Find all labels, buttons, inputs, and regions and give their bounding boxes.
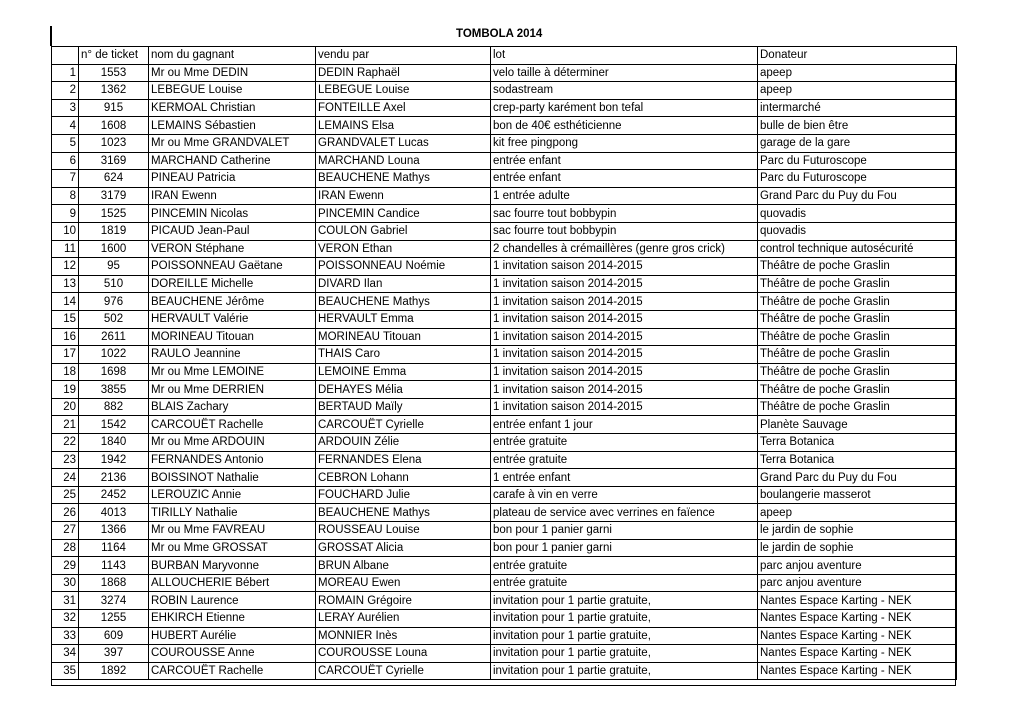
prize: kit free pingpong xyxy=(491,134,758,152)
seller-name: LEMAINS Elsa xyxy=(316,117,491,135)
row-index: 30 xyxy=(52,574,79,592)
table-row xyxy=(52,310,957,328)
table-row xyxy=(52,416,957,434)
prize: bon pour 1 panier garni xyxy=(491,522,758,540)
seller-name: THAIS Caro xyxy=(316,346,491,364)
row-index: 13 xyxy=(52,275,79,293)
prize: entrée gratuite xyxy=(491,451,758,469)
seller-name: GROSSAT Alicia xyxy=(316,539,491,557)
prize: sodastream xyxy=(491,82,758,100)
donor: Planète Sauvage xyxy=(758,416,957,434)
donor: Nantes Espace Karting - NEK xyxy=(758,610,957,628)
winner-name: CARCOUËT Rachelle xyxy=(149,662,316,680)
ticket-number: 1868 xyxy=(79,574,149,592)
prize: 1 invitation saison 2014-2015 xyxy=(491,398,758,416)
ticket-number: 2136 xyxy=(79,469,149,487)
donor: le jardin de sophie xyxy=(758,539,957,557)
ticket-number: 502 xyxy=(79,310,149,328)
donor: Grand Parc du Puy du Fou xyxy=(758,469,957,487)
row-index: 31 xyxy=(52,592,79,610)
winner-name: Mr ou Mme GROSSAT xyxy=(149,539,316,557)
seller-name: BRUN Albane xyxy=(316,557,491,575)
row-index: 6 xyxy=(52,152,79,170)
donor: Grand Parc du Puy du Fou xyxy=(758,187,957,205)
winner-name: HERVAULT Valérie xyxy=(149,310,316,328)
table-row xyxy=(52,557,957,575)
ticket-number: 915 xyxy=(79,99,149,117)
ticket-number: 1608 xyxy=(79,117,149,135)
ticket-number: 1164 xyxy=(79,539,149,557)
seller-name: PINCEMIN Candice xyxy=(316,205,491,223)
row-index: 28 xyxy=(52,539,79,557)
winner-name: HUBERT Aurélie xyxy=(149,627,316,645)
seller-name: COULON Gabriel xyxy=(316,222,491,240)
prize: bon pour 1 panier garni xyxy=(491,539,758,557)
ticket-number: 1362 xyxy=(79,82,149,100)
winner-name: RAULO Jeannine xyxy=(149,346,316,364)
ticket-number: 2452 xyxy=(79,486,149,504)
table-row xyxy=(52,381,957,399)
ticket-number: 1819 xyxy=(79,222,149,240)
seller-name: ARDOUIN Zélie xyxy=(316,434,491,452)
page-title: TOMBOLA 2014 xyxy=(456,28,543,40)
row-index: 2 xyxy=(52,82,79,100)
prize: 1 invitation saison 2014-2015 xyxy=(491,381,758,399)
winner-name: DOREILLE Michelle xyxy=(149,275,316,293)
donor: Théâtre de poche Graslin xyxy=(758,328,957,346)
row-index: 11 xyxy=(52,240,79,258)
table-row xyxy=(52,205,957,223)
table-row xyxy=(52,363,957,381)
row-index: 26 xyxy=(52,504,79,522)
ticket-number: 624 xyxy=(79,170,149,188)
prize: bon de 40€ esthéticienne xyxy=(491,117,758,135)
header-prize: lot xyxy=(491,47,758,65)
donor: parc anjou aventure xyxy=(758,557,957,575)
winner-name: KERMOAL Christian xyxy=(149,99,316,117)
seller-name: FONTEILLE Axel xyxy=(316,99,491,117)
prize: invitation pour 1 partie gratuite, xyxy=(491,645,758,663)
table-row xyxy=(52,592,957,610)
prize: entrée enfant xyxy=(491,152,758,170)
header-ticket: n° de ticket xyxy=(79,47,149,65)
seller-name: LERAY Aurélien xyxy=(316,610,491,628)
winner-name: Mr ou Mme GRANDVALET xyxy=(149,134,316,152)
table-row xyxy=(52,627,957,645)
table-row xyxy=(52,152,957,170)
table-row xyxy=(52,451,957,469)
donor: Théâtre de poche Graslin xyxy=(758,346,957,364)
winner-name: Mr ou Mme FAVREAU xyxy=(149,522,316,540)
seller-name: LEMOINE Emma xyxy=(316,363,491,381)
ticket-number: 882 xyxy=(79,398,149,416)
seller-name: VERON Ethan xyxy=(316,240,491,258)
row-index: 34 xyxy=(52,645,79,663)
row-index: 19 xyxy=(52,381,79,399)
winner-name: VERON Stéphane xyxy=(149,240,316,258)
seller-name: GRANDVALET Lucas xyxy=(316,134,491,152)
prize: entrée enfant xyxy=(491,170,758,188)
winner-name: IRAN Ewenn xyxy=(149,187,316,205)
seller-name: MORINEAU Titouan xyxy=(316,328,491,346)
prize: 1 invitation saison 2014-2015 xyxy=(491,363,758,381)
results-table xyxy=(51,46,957,680)
seller-name: MOREAU Ewen xyxy=(316,574,491,592)
ticket-number: 1542 xyxy=(79,416,149,434)
ticket-number: 1553 xyxy=(79,64,149,82)
table-row xyxy=(52,645,957,663)
ticket-number: 3179 xyxy=(79,187,149,205)
donor: Théâtre de poche Graslin xyxy=(758,381,957,399)
donor: le jardin de sophie xyxy=(758,522,957,540)
prize: velo taille à déterminer xyxy=(491,64,758,82)
donor: Parc du Futuroscope xyxy=(758,152,957,170)
table-row xyxy=(52,398,957,416)
prize: 1 invitation saison 2014-2015 xyxy=(491,258,758,276)
winner-name: LEBEGUE Louise xyxy=(149,82,316,100)
table-row xyxy=(52,486,957,504)
donor: control technique autosécurité xyxy=(758,240,957,258)
winner-name: BLAIS Zachary xyxy=(149,398,316,416)
row-index: 12 xyxy=(52,258,79,276)
ticket-number: 1840 xyxy=(79,434,149,452)
winner-name: MORINEAU Titouan xyxy=(149,328,316,346)
table-row xyxy=(52,328,957,346)
seller-name: MONNIER Inès xyxy=(316,627,491,645)
prize: 1 entrée adulte xyxy=(491,187,758,205)
header-donor: Donateur xyxy=(758,47,957,65)
row-index: 27 xyxy=(52,522,79,540)
seller-name: COUROUSSE Louna xyxy=(316,645,491,663)
header-row xyxy=(52,47,957,65)
table-row xyxy=(52,187,957,205)
table-row xyxy=(52,469,957,487)
row-index: 22 xyxy=(52,434,79,452)
seller-name: MARCHAND Louna xyxy=(316,152,491,170)
seller-name: DEHAYES Mélia xyxy=(316,381,491,399)
ticket-number: 976 xyxy=(79,293,149,311)
table-row xyxy=(52,117,957,135)
row-index: 14 xyxy=(52,293,79,311)
seller-name: DEDIN Raphaël xyxy=(316,64,491,82)
donor: bulle de bien être xyxy=(758,117,957,135)
seller-name: CARCOUËT Cyrielle xyxy=(316,662,491,680)
ticket-number: 1600 xyxy=(79,240,149,258)
winner-name: ROBIN Laurence xyxy=(149,592,316,610)
row-index: 23 xyxy=(52,451,79,469)
winner-name: PINEAU Patricia xyxy=(149,170,316,188)
winner-name: Mr ou Mme LEMOINE xyxy=(149,363,316,381)
seller-name: BEAUCHENE Mathys xyxy=(316,293,491,311)
table-row xyxy=(52,662,957,680)
header-index xyxy=(52,47,79,65)
prize: entrée gratuite xyxy=(491,574,758,592)
row-index: 24 xyxy=(52,469,79,487)
donor: Parc du Futuroscope xyxy=(758,170,957,188)
seller-name: ROUSSEAU Louise xyxy=(316,522,491,540)
seller-name: BEAUCHENE Mathys xyxy=(316,170,491,188)
table-row xyxy=(52,522,957,540)
winner-name: CARCOUËT Rachelle xyxy=(149,416,316,434)
seller-name: FOUCHARD Julie xyxy=(316,486,491,504)
winner-name: COUROUSSE Anne xyxy=(149,645,316,663)
row-index: 16 xyxy=(52,328,79,346)
donor: Théâtre de poche Graslin xyxy=(758,275,957,293)
donor: Nantes Espace Karting - NEK xyxy=(758,662,957,680)
table-row xyxy=(52,222,957,240)
table-row xyxy=(52,539,957,557)
prize: 1 invitation saison 2014-2015 xyxy=(491,275,758,293)
table-row xyxy=(52,275,957,293)
seller-name: DIVARD Ilan xyxy=(316,275,491,293)
row-index: 17 xyxy=(52,346,79,364)
prize: invitation pour 1 partie gratuite, xyxy=(491,592,758,610)
donor: apeep xyxy=(758,82,957,100)
donor: Terra Botanica xyxy=(758,434,957,452)
winner-name: PICAUD Jean-Paul xyxy=(149,222,316,240)
header-seller: vendu par xyxy=(316,47,491,65)
text-cursor xyxy=(50,26,52,46)
donor: boulangerie masserot xyxy=(758,486,957,504)
donor: Terra Botanica xyxy=(758,451,957,469)
row-index: 35 xyxy=(52,662,79,680)
donor: Nantes Espace Karting - NEK xyxy=(758,592,957,610)
ticket-number: 3274 xyxy=(79,592,149,610)
table-row xyxy=(52,64,957,82)
ticket-number: 1525 xyxy=(79,205,149,223)
winner-name: Mr ou Mme DERRIEN xyxy=(149,381,316,399)
ticket-number: 2611 xyxy=(79,328,149,346)
prize: 1 entrée enfant xyxy=(491,469,758,487)
row-index: 18 xyxy=(52,363,79,381)
row-index: 4 xyxy=(52,117,79,135)
donor: Théâtre de poche Graslin xyxy=(758,310,957,328)
table-row xyxy=(52,99,957,117)
prize: entrée gratuite xyxy=(491,434,758,452)
header-winner: nom du gagnant xyxy=(149,47,316,65)
winner-name: EHKIRCH Etienne xyxy=(149,610,316,628)
prize: carafe à vin en verre xyxy=(491,486,758,504)
seller-name: LEBEGUE Louise xyxy=(316,82,491,100)
prize: entrée enfant 1 jour xyxy=(491,416,758,434)
prize: 1 invitation saison 2014-2015 xyxy=(491,328,758,346)
ticket-number: 510 xyxy=(79,275,149,293)
table-row xyxy=(52,134,957,152)
winner-name: BOISSINOT Nathalie xyxy=(149,469,316,487)
seller-name: IRAN Ewenn xyxy=(316,187,491,205)
ticket-number: 1942 xyxy=(79,451,149,469)
donor: garage de la gare xyxy=(758,134,957,152)
row-index: 29 xyxy=(52,557,79,575)
winner-name: BURBAN Maryvonne xyxy=(149,557,316,575)
prize: 1 invitation saison 2014-2015 xyxy=(491,310,758,328)
ticket-number: 1366 xyxy=(79,522,149,540)
donor: Théâtre de poche Graslin xyxy=(758,398,957,416)
prize: entrée gratuite xyxy=(491,557,758,575)
row-index: 1 xyxy=(52,64,79,82)
ticket-number: 95 xyxy=(79,258,149,276)
table-row xyxy=(52,434,957,452)
ticket-number: 3855 xyxy=(79,381,149,399)
winner-name: BEAUCHENE Jérôme xyxy=(149,293,316,311)
table-row xyxy=(52,504,957,522)
winner-name: LEROUZIC Annie xyxy=(149,486,316,504)
row-index: 25 xyxy=(52,486,79,504)
prize: plateau de service avec verrines en faïence xyxy=(491,504,758,522)
ticket-number: 1892 xyxy=(79,662,149,680)
donor: Théâtre de poche Graslin xyxy=(758,363,957,381)
donor: Théâtre de poche Graslin xyxy=(758,258,957,276)
table-row xyxy=(52,240,957,258)
seller-name: BERTAUD Maïly xyxy=(316,398,491,416)
seller-name: CEBRON Lohann xyxy=(316,469,491,487)
row-index: 20 xyxy=(52,398,79,416)
prize: 1 invitation saison 2014-2015 xyxy=(491,293,758,311)
seller-name: BEAUCHENE Mathys xyxy=(316,504,491,522)
seller-name: FERNANDES Elena xyxy=(316,451,491,469)
winner-name: LEMAINS Sébastien xyxy=(149,117,316,135)
row-index: 33 xyxy=(52,627,79,645)
table-row xyxy=(52,293,957,311)
winner-name: TIRILLY Nathalie xyxy=(149,504,316,522)
donor: parc anjou aventure xyxy=(758,574,957,592)
prize: invitation pour 1 partie gratuite, xyxy=(491,662,758,680)
ticket-number: 3169 xyxy=(79,152,149,170)
winner-name: PINCEMIN Nicolas xyxy=(149,205,316,223)
table-row xyxy=(52,574,957,592)
table-row xyxy=(52,82,957,100)
donor: quovadis xyxy=(758,222,957,240)
prize: crep-party karément bon tefal xyxy=(491,99,758,117)
donor: quovadis xyxy=(758,205,957,223)
prize: sac fourre tout bobbypin xyxy=(491,222,758,240)
row-index: 8 xyxy=(52,187,79,205)
donor: Nantes Espace Karting - NEK xyxy=(758,627,957,645)
row-index: 21 xyxy=(52,416,79,434)
row-index: 9 xyxy=(52,205,79,223)
row-index: 5 xyxy=(52,134,79,152)
ticket-number: 609 xyxy=(79,627,149,645)
table-row xyxy=(52,170,957,188)
row-index: 32 xyxy=(52,610,79,628)
prize: 1 invitation saison 2014-2015 xyxy=(491,346,758,364)
seller-name: CARCOUËT Cyrielle xyxy=(316,416,491,434)
ticket-number: 4013 xyxy=(79,504,149,522)
winner-name: Mr ou Mme DEDIN xyxy=(149,64,316,82)
donor: apeep xyxy=(758,64,957,82)
seller-name: HERVAULT Emma xyxy=(316,310,491,328)
row-index: 3 xyxy=(52,99,79,117)
donor: intermarché xyxy=(758,99,957,117)
seller-name: POISSONNEAU Noémie xyxy=(316,258,491,276)
prize: invitation pour 1 partie gratuite, xyxy=(491,610,758,628)
winner-name: POISSONNEAU Gaëtane xyxy=(149,258,316,276)
row-index: 15 xyxy=(52,310,79,328)
table-row xyxy=(52,346,957,364)
ticket-number: 1143 xyxy=(79,557,149,575)
prize: invitation pour 1 partie gratuite, xyxy=(491,627,758,645)
donor: Théâtre de poche Graslin xyxy=(758,293,957,311)
winner-name: Mr ou Mme ARDOUIN xyxy=(149,434,316,452)
ticket-number: 1023 xyxy=(79,134,149,152)
seller-name: ROMAIN Grégoire xyxy=(316,592,491,610)
prize: sac fourre tout bobbypin xyxy=(491,205,758,223)
ticket-number: 1698 xyxy=(79,363,149,381)
prize: 2 chandelles à crémaillères (genre gros crick) xyxy=(491,240,758,258)
ticket-number: 397 xyxy=(79,645,149,663)
table-row xyxy=(52,610,957,628)
winner-name: MARCHAND Catherine xyxy=(149,152,316,170)
row-index: 7 xyxy=(52,170,79,188)
row-index: 10 xyxy=(52,222,79,240)
table-row xyxy=(52,258,957,276)
donor: Nantes Espace Karting - NEK xyxy=(758,645,957,663)
ticket-number: 1022 xyxy=(79,346,149,364)
winner-name: ALLOUCHERIE Bébert xyxy=(149,574,316,592)
ticket-number: 1255 xyxy=(79,610,149,628)
winner-name: FERNANDES Antonio xyxy=(149,451,316,469)
donor: apeep xyxy=(758,504,957,522)
